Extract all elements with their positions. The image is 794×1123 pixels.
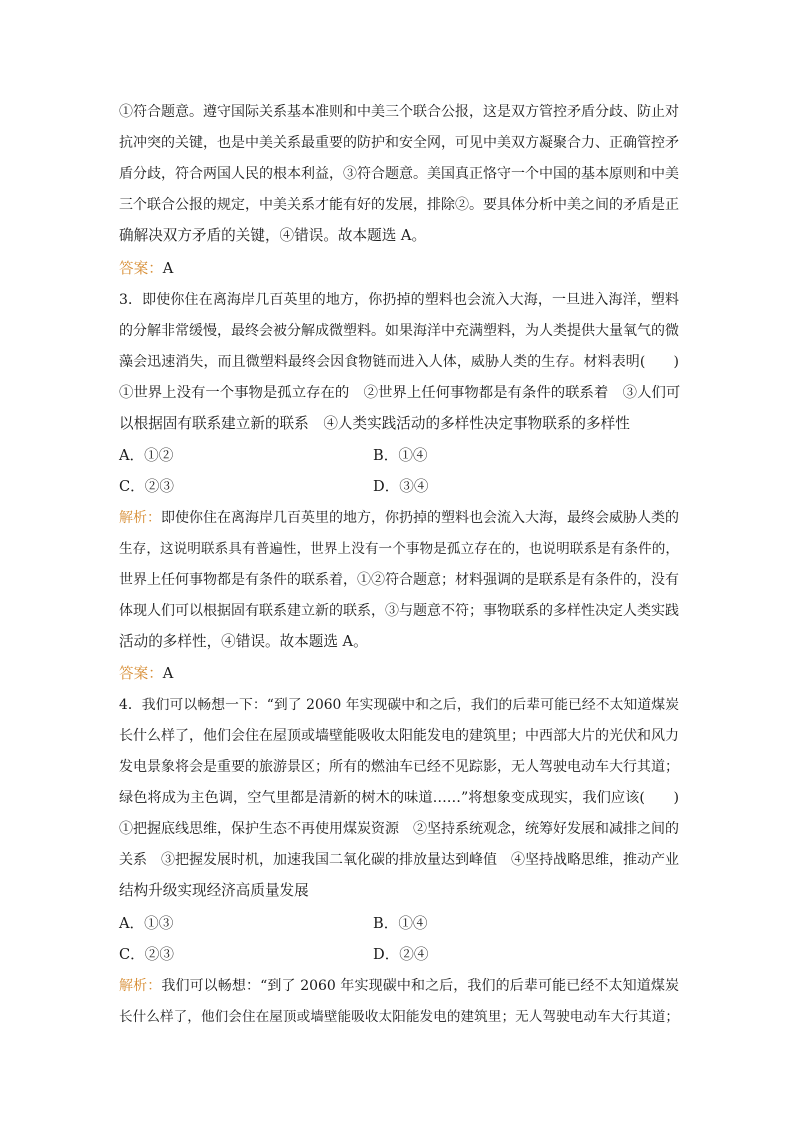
q3-stem-line: 3．即使你住在离海岸几百英里的地方，你扔掉的塑料也会流入大海，一旦进入海洋，塑料 [119,292,679,308]
q4-analysis-line [119,976,679,996]
q2-answer [119,259,679,279]
q3-analysis-line [119,508,679,528]
q4-stem-line: 长什么样了，他们会住在屋顶或墙壁能吸收太阳能发电的建筑里；中西部大片的光伏和风力 [119,728,679,744]
q4-stem-line: 关系 ③把握发展时机，加速我国二氧化碳的排放量达到峰值 ④坚持战略思维，推动产业 [119,852,679,868]
answer-label: 答案： [119,665,163,682]
q4-analysis-text: 我们可以畅想：“到了 2060 年实现碳中和之后，我们的后辈可能已经不太知道煤炭 [161,978,680,994]
q3-option-b: B．①④ [373,447,428,464]
q2-analysis-line: 抗冲突的关键，也是中美关系最重要的防护和安全网，可见中美双方凝聚合力、正确管控矛 [119,135,679,151]
q4-analysis-line: 长什么样了，他们会住在屋顶或墙壁能吸收太阳能发电的建筑里；无人驾驶电动车大行其道； [119,1009,679,1025]
q3-stem-line: ①世界上没有一个事物是孤立存在的 ②世界上任何事物都是有条件的联系着 ③人们可 [119,385,681,401]
answer-value: A [162,260,174,277]
q3-analysis-line: 生存，这说明联系具有普遍性，世界上没有一个事物是孤立存在的，也说明联系是有条件的， [119,541,679,557]
q3-analysis-text: 即使你住在离海岸几百英里的地方，你扔掉的塑料也会流入大海，最终会威胁人类的 [161,510,679,526]
q2-analysis-line: 三个联合公报的规定，中美关系才能有好的发展，排除②。要具体分析中美之间的矛盾是正 [119,197,679,213]
analysis-label: 解析： [119,510,161,526]
q3-option-d: D．③④ [373,478,429,495]
q4-stem-line: ①把握底线思维，保护生态不再使用煤炭资源 ②坚持系统观念，统筹好发展和减排之间的 [119,821,679,837]
q3-answer [119,664,679,684]
q4-option-d: D．②④ [373,946,429,963]
answer-value: A [162,665,174,682]
analysis-label: 解析： [119,978,162,994]
q3-analysis-line: 世界上任何事物都是有条件的联系着，①②符合题意；材料强调的是联系是有条件的，没有 [119,572,679,588]
q3-analysis-line: 体现人们可以根据固有联系建立新的联系，③与题意不符；事物联系的多样性决定人类实践 [119,603,679,619]
q3-stem-line: 的分解非常缓慢，最终会被分解成微塑料。如果海洋中充满塑料，为人类提供大量氧气的微 [119,323,679,339]
q3-option-c: C．②③ [119,478,174,495]
q4-option-a: A．①③ [119,915,174,932]
q3-stem-line: 藻会迅速消失，而且微塑料最终会因食物链而进入人体，威胁人类的生存。材料表明( ) [119,354,679,370]
q4-stem-line: 绿色将成为主色调，空气里都是清新的树木的味道……”将想象变成现实，我们应该( ) [119,790,679,806]
q2-analysis-line: 确解决双方矛盾的关键，④错误。故本题选 A。 [119,227,427,244]
q4-option-b: B．①④ [373,915,428,932]
q4-stem-line: 4．我们可以畅想一下：“到了 2060 年实现碳中和之后，我们的后辈可能已经不太知道煤炭 [119,697,679,713]
q3-option-a: A．①② [119,447,174,464]
q2-analysis-line: 盾分歧，符合两国人民的根本利益，③符合题意。美国真正恪守一个中国的基本原则和中美 [119,166,679,182]
q4-stem-line: 结构升级实现经济高质量发展 [119,882,309,899]
answer-label: 答案： [119,260,163,277]
q4-option-c: C．②③ [119,946,174,963]
q2-analysis-line: ①符合题意。遵守国际关系基本准则和中美三个联合公报，这是双方管控矛盾分歧、防止对 [119,104,679,120]
q3-stem-line: 以根据固有联系建立新的联系 ④人类实践活动的多样性决定事物联系的多样性 [119,415,630,432]
q3-analysis-line: 活动的多样性，④错误。故本题选 A。 [119,633,368,650]
q4-stem-line: 发电景象将会是重要的旅游景区；所有的燃油车已经不见踪影，无人驾驶电动车大行其道； [119,759,679,775]
